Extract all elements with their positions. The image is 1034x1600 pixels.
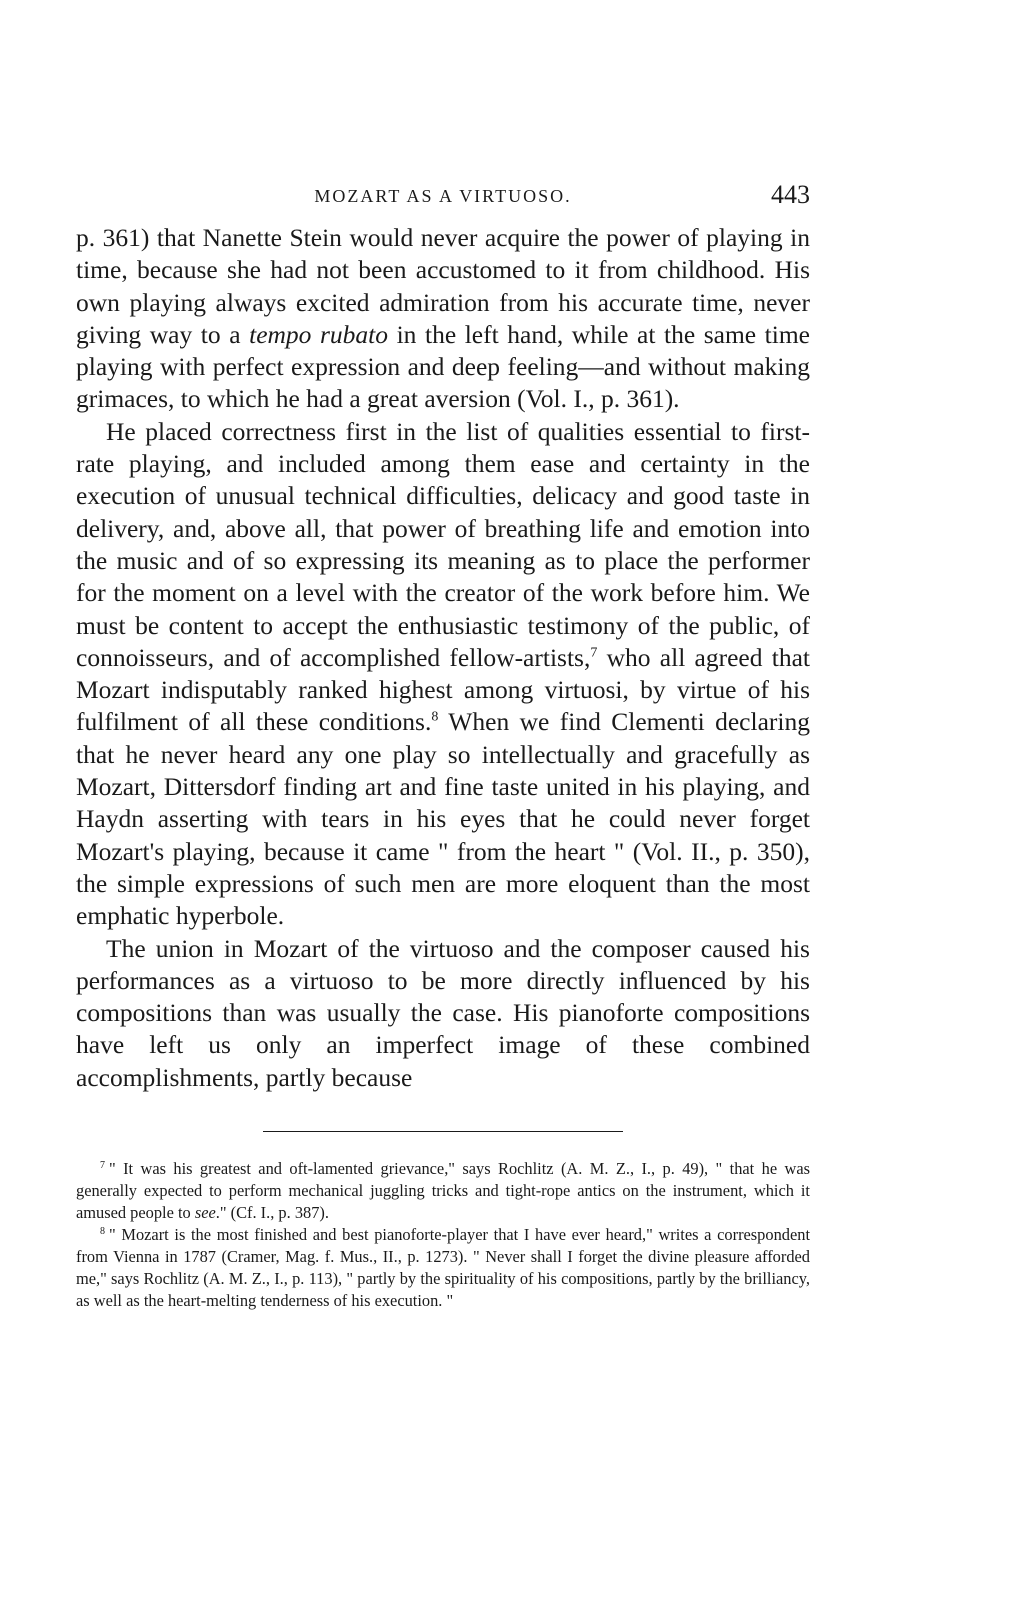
paragraph-1-text-a: p. 361) that Nanette Stein would never acquire the power of playing in time, because she had not been accustomed to it from childhood. His own playing always excited admiration from his accurate time, never giving way to a bbox=[76, 223, 810, 349]
footnote-7 bbox=[76, 1158, 810, 1224]
page-number: 443 bbox=[771, 180, 810, 209]
body-text bbox=[76, 222, 810, 1094]
page-header bbox=[76, 178, 810, 222]
footnote-8-mark: 8 bbox=[100, 1225, 105, 1237]
footnote-7-mark: 7 bbox=[100, 1159, 105, 1171]
paragraph-3: The union in Mozart of the virtuoso and the composer caused his performances as a virtuoso to be more directly influenced by his compositions than was usually the case. His pianoforte compositions have left us only an imperfect image of these combined accomplishments, partly because bbox=[76, 933, 810, 1092]
paragraph-2-text-c: When we find Clementi declaring that he never heard any one play so intellectually and gracefully as Mozart, Dittersdorf finding art and fine taste united in his playing, and Haydn asserting with tears in his eyes that he could never forget Mozart's playing, because it came " from the heart " (Vol. II., p. 350), the simple expressions of such men are more eloquent than the most emphatic hyperbole. bbox=[76, 707, 810, 931]
footnote-8 bbox=[76, 1224, 810, 1312]
footnotes bbox=[76, 1158, 810, 1312]
paragraph-1 bbox=[76, 222, 810, 416]
footnote-divider bbox=[263, 1131, 623, 1132]
paragraph-2 bbox=[76, 416, 810, 933]
book-page bbox=[76, 178, 810, 1312]
tempo-rubato-italic: tempo rubato bbox=[249, 319, 389, 349]
paragraph-2-text-b: who all agreed that Mozart indisputably ranked highest among virtuosi, by virtue of his fulfilment of all these conditions. bbox=[76, 642, 811, 737]
footnote-8-text: " Mozart is the most finished and best pianoforte-player that I have ever heard," writes a correspondent from Vienna in 1787 (Cramer, Mag. f. Mus., II., p. 1273). " Never shall I forget the divine pleasure afforded me," says Rochlitz (A. M. Z., I., p. 113), " partly by the spirituality of his compositions, partly by the brilliancy, as well as the heart-melting tenderness of his execution. " bbox=[76, 1225, 810, 1311]
footnote-7-text-a: " It was his greatest and oft-lamented grievance," says Rochlitz (A. M. Z., I., p. 49), " that he was generally expected to perform mechanical juggling tricks and tight-rope antics on the instrument, which it amused people to bbox=[76, 1159, 810, 1223]
paragraph-2-text-a: He placed correctness first in the list of qualities essential to first-rate playing, and included among them ease and certainty in the execution of unusual technical difficulties, delicacy and good taste in delivery, and, above all, that power of breathing life and emotion into the music and of so expressing its meaning as to place the performer for the moment on a level with the creator of the work before him. We must be content to accept the enthusiastic testimony of the public, of connoisseurs, and of accomplished fellow-artists, bbox=[76, 416, 810, 672]
footnote-ref-8[interactable]: 8 bbox=[431, 709, 439, 725]
paragraph-1-text-b: in the left hand, while at the same time playing with perfect expression and deep feeling—and without making grimaces, to which he had a great aversion (Vol. I., p. 361). bbox=[76, 319, 811, 414]
footnote-ref-7[interactable]: 7 bbox=[590, 645, 598, 661]
running-head: MOZART AS A VIRTUOSO. bbox=[314, 186, 572, 206]
footnote-7-text-b: ." (Cf. I., p. 387). bbox=[215, 1203, 329, 1223]
footnote-7-italic: see bbox=[194, 1203, 216, 1223]
